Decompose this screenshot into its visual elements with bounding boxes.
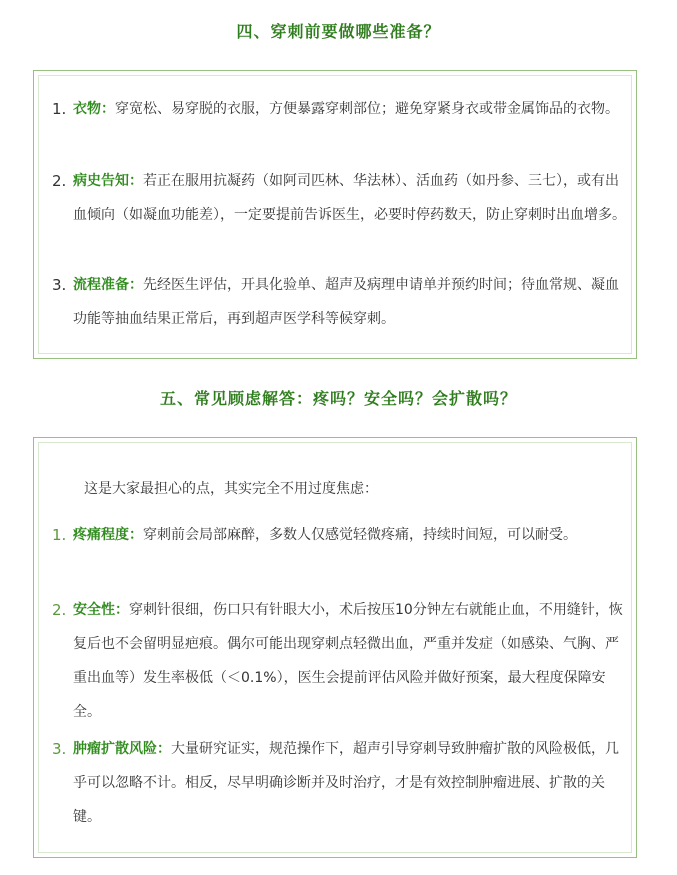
item-text-block xyxy=(73,268,632,336)
item-text-block xyxy=(73,732,632,834)
item-text: 穿刺针很细，伤口只有针眼大小，术后按压10分钟左右就能止血，不用缝针，恢复后也不会留明显疤痕。偶尔可能出现穿刺点轻微出血，严重并发症（如感染、气胸、严重出血等）发生率极低（＜0.1%），医生会提前评估风险并做好预案，最大程度保障安全。 xyxy=(73,602,623,720)
item-keyword: 病史告知： xyxy=(73,173,143,189)
item-text: 若正在服用抗凝药（如阿司匹林、华法林）、活血药（如丹参、三七），或有出血倾向（如凝血功能差），一定要提前告诉医生，必要时停药数天，防止穿刺时出血增多。 xyxy=(73,173,626,223)
item-number: 3. xyxy=(52,276,67,294)
item-keyword: 衣物： xyxy=(73,101,115,117)
item-number: 3. xyxy=(52,740,67,758)
concerns-card xyxy=(33,437,637,858)
section-4-title: 四、穿刺前要做哪些准备？ xyxy=(236,22,441,41)
list-item xyxy=(52,164,632,232)
section-5-title: 五、常见顾虑解答：疼吗？安全吗？会扩散吗？ xyxy=(159,389,517,408)
list-item xyxy=(52,268,632,336)
item-text: 穿宽松、易穿脱的衣服，方便暴露穿刺部位；避免穿紧身衣或带金属饰品的衣物。 xyxy=(115,101,619,117)
item-text-block xyxy=(73,92,632,126)
list-item xyxy=(52,92,632,126)
list-item xyxy=(52,732,632,834)
item-text: 先经医生评估，开具化验单、超声及病理申请单并预约时间；待血常规、凝血功能等抽血结果正常后，再到超声医学科等候穿刺。 xyxy=(73,277,619,327)
item-keyword: 肿瘤扩散风险： xyxy=(73,741,171,757)
item-number: 2. xyxy=(52,601,67,619)
item-keyword: 安全性： xyxy=(73,602,129,618)
item-keyword: 流程准备： xyxy=(73,277,143,293)
list-item xyxy=(52,593,632,729)
preparation-card xyxy=(33,70,637,359)
list-item xyxy=(52,518,632,552)
item-text-block xyxy=(73,164,632,232)
item-keyword: 疼痛程度： xyxy=(73,527,143,543)
item-text: 穿刺前会局部麻醉，多数人仅感觉轻微疼痛，持续时间短，可以耐受。 xyxy=(143,527,577,543)
item-text: 大量研究证实，规范操作下，超声引导穿刺导致肿瘤扩散的风险极低，几乎可以忽略不计。相反，尽早明确诊断并及时治疗，才是有效控制肿瘤进展、扩散的关键。 xyxy=(73,741,619,825)
item-text-block xyxy=(73,518,632,552)
item-number: 1. xyxy=(52,526,67,544)
item-number: 2. xyxy=(52,172,67,190)
item-number: 1. xyxy=(52,100,67,118)
item-text-block xyxy=(73,593,632,729)
intro-text: 这是大家最担心的点，其实完全不用过度焦虑： xyxy=(84,481,378,497)
